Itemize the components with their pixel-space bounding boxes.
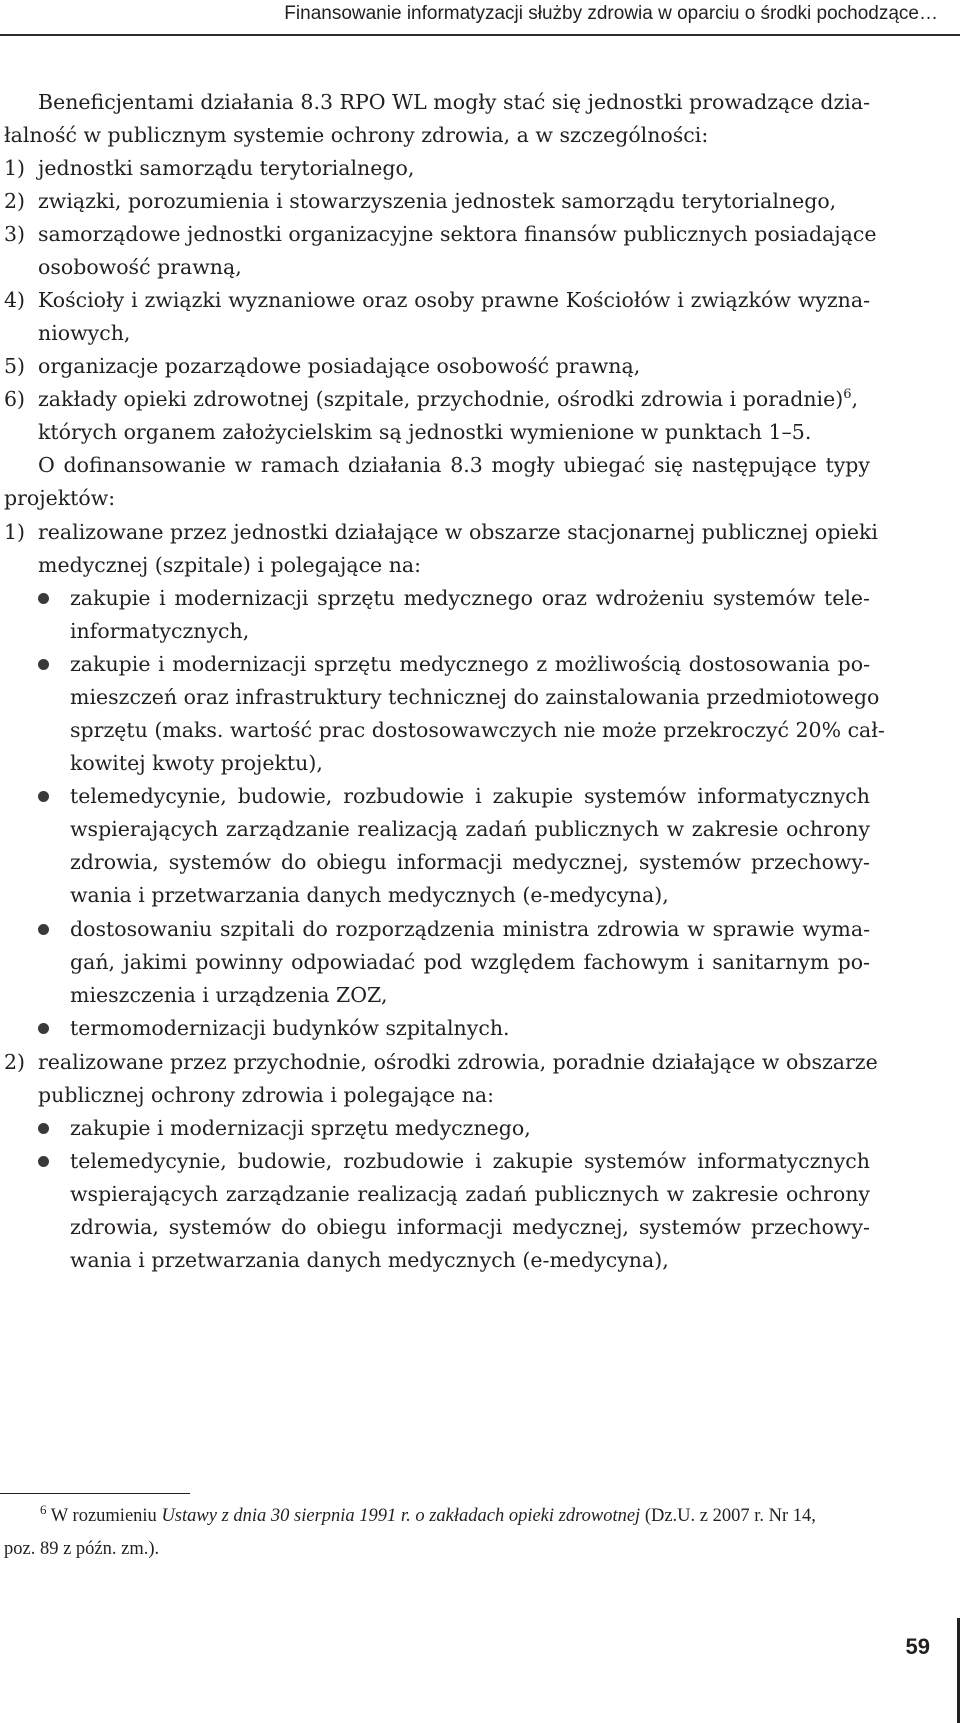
footnote-divider (0, 1493, 190, 1494)
list-item: jednostki samorządu terytorialnego, (38, 156, 415, 180)
running-header (0, 0, 960, 36)
bullet-line: zakupie i modernizacji sprzętu medycznego, (70, 1116, 531, 1140)
footnote-marker: 6 (40, 1501, 47, 1517)
paragraph-line: O dofinansowanie w ramach działania 8.3 mogły ubiegać się następujące typy (38, 453, 870, 477)
list-number: 1) (4, 520, 26, 544)
bullet-line: zdrowia, systemów do obiegu informacji medycznej, systemów przechowy- (70, 850, 870, 874)
list-tail: których organem założycielskim są jednostki wymienione w punktach 1–5. (38, 420, 812, 444)
bullet-line: zdrowia, systemów do obiegu informacji medycznej, systemów przechowy- (70, 1215, 870, 1239)
bullet-icon (38, 791, 49, 802)
list-number: 6) (4, 387, 26, 411)
bullet-icon (38, 1156, 49, 1167)
bullet-line: telemedycynie, budowie, rozbudowie i zakupie systemów informatycznych (70, 1149, 870, 1173)
bullet-line: wania i przetwarzania danych medycznych (e-medycyna), (70, 883, 669, 907)
list-item: realizowane przez przychodnie, ośrodki zdrowia, poradnie działające w obszarze (38, 1050, 878, 1074)
list-number: 4) (4, 288, 26, 312)
bullet-icon (38, 1023, 49, 1034)
bullet-line: wspierających zarządzanie realizacją zadań publicznych w zakresie ochrony (70, 1182, 870, 1206)
bullet-line: telemedycynie, budowie, rozbudowie i zakupie systemów informatycznych (70, 784, 870, 808)
footnote-ref: 6 (843, 387, 852, 403)
bullet-line: mieszczeń oraz infrastruktury technicznej do zainstalowania przedmiotowego (70, 685, 880, 709)
list-item: zakłady opieki zdrowotnej (szpitale, przychodnie, ośrodki zdrowia i poradnie)$^6$, (38, 387, 859, 411)
list-item-continuation: niowych, (38, 321, 131, 345)
list-item: realizowane przez jednostki działające w obszarze stacjonarnej publicznej opieki (38, 520, 878, 544)
footnote: $^6$ W rozumieniu Ustawy z dnia 30 sierpnia 1991 r. o zakładach opieki zdrowotnej (Dz.U. z 2007 r. Nr 14, (40, 1501, 816, 1526)
list-item: samorządowe jednostki organizacyjne sektora finansów publicznych posiadające (38, 222, 877, 246)
list-number: 5) (4, 354, 26, 378)
bullet-line: informatycznych, (70, 619, 250, 643)
bullet-line: zakupie i modernizacji sprzętu medycznego z możliwością dostosowania po- (70, 652, 870, 676)
list-item-continuation: publicznej ochrony zdrowia i polegające na: (38, 1083, 495, 1107)
list-item-continuation: medycznej (szpitale) i polegające na: (38, 553, 422, 577)
bullet-line: wspierających zarządzanie realizacją zadań publicznych w zakresie ochrony (70, 817, 870, 841)
list-item: Kościoły i związki wyznaniowe oraz osoby prawne Kościołów i związków wyzna- (38, 288, 870, 312)
page-number: 59 (905, 1634, 930, 1659)
bullet-line: kowitej kwoty projektu), (70, 751, 323, 775)
list-number: 3) (4, 222, 26, 246)
list-number: 1) (4, 156, 26, 180)
list-number: 2) (4, 189, 26, 213)
paragraph-line: projektów: (4, 486, 116, 510)
bullet-icon (38, 593, 49, 604)
list-item: związki, porozumienia i stowarzyszenia jednostek samorządu terytorialnego, (38, 189, 837, 213)
bullet-line: mieszczenia i urządzenia ZOZ, (70, 983, 388, 1007)
footnote-line: poz. 89 z późn. zm.). (4, 1539, 160, 1559)
bullet-icon (38, 924, 49, 935)
list-item-continuation: osobowość prawną, (38, 255, 242, 279)
bullet-line: wania i przetwarzania danych medycznych (e-medycyna), (70, 1248, 669, 1272)
list-item: organizacje pozarządowe posiadające osobowość prawną, (38, 354, 641, 378)
paragraph-line: łalność w publicznym systemie ochrony zdrowia, a w szczególności: (4, 123, 709, 147)
paragraph-line: Beneficjentami działania 8.3 RPO WL mogły stać się jednostki prowadzące dzia- (38, 90, 870, 114)
bullet-line: gań, jakimi powinny odpowiadać pod względem fachowym i sanitarnym po- (70, 950, 870, 974)
running-title: Finansowanie informatyzacji służby zdrowia w oparciu o środki pochodzące… (284, 3, 938, 24)
bullet-line: zakupie i modernizacji sprzętu medycznego oraz wdrożeniu systemów tele- (70, 586, 870, 610)
bullet-line: termomodernizacji budynków szpitalnych. (70, 1016, 510, 1040)
bullet-icon (38, 1123, 49, 1134)
bullet-line: dostosowaniu szpitali do rozporządzenia ministra zdrowia w sprawie wyma- (70, 917, 870, 941)
bullet-line: sprzętu (maks. wartość prac dostosowawczych nie może przekroczyć 20% cał- (70, 718, 885, 742)
footnote-title: Ustawy z dnia 30 sierpnia 1991 r. o zakładach opieki zdrowotnej (161, 1506, 641, 1526)
list-number: 2) (4, 1050, 26, 1074)
bullet-icon (38, 659, 49, 670)
